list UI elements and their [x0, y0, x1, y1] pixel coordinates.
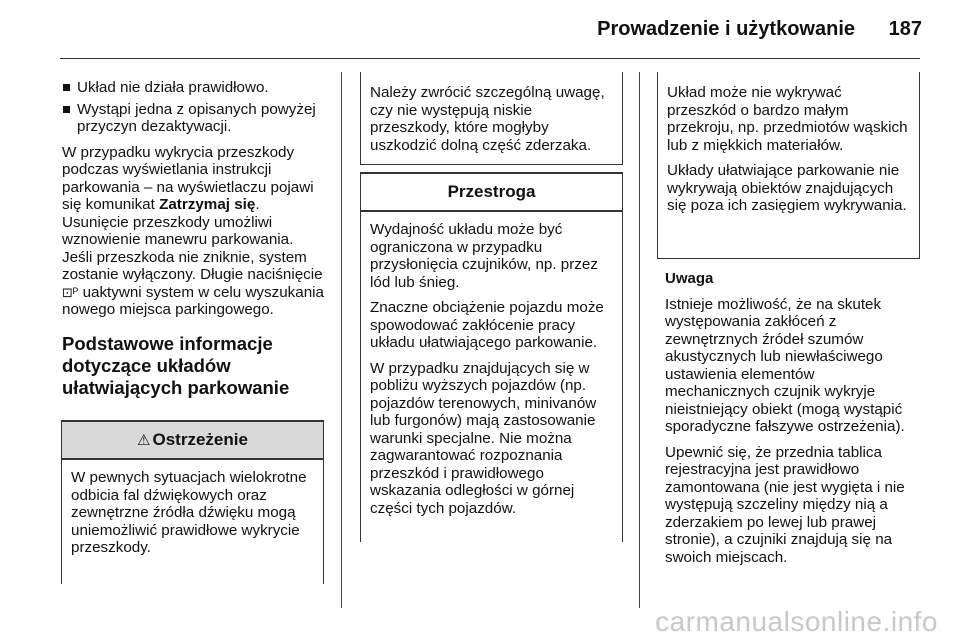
list-item: Układ nie działa prawidłowo.: [62, 79, 328, 97]
paragraph-remove-obstacle: Usunięcie przeszkody umożliwi wznowienie manewru parkowania.: [62, 213, 294, 248]
column-divider-2: [639, 72, 640, 608]
continuation-text: Należy zwrócić szczególną uwagę, czy nie występują niskie przeszkody, które mogłyby uszkodzić dolną część zderzaka.: [370, 84, 605, 154]
caution-title: Przestroga: [361, 174, 622, 212]
caution-box: [360, 172, 623, 542]
caution-paragraph: W przypadku znajdujących się w pobliżu wyższych pojazdów (np. pojazdów terenowych, minivanów lub furgonów) mają zastosowanie warunki specjalne. Nie można zagwarantować rozpoznania przeszkód i prawidłowego wskazania odległości w górnej części tych pojazdów.: [370, 359, 597, 517]
paragraph-stop-message: W przypadku wykrycia przeszkody podczas wyświetlania instrukcji parkowania – na wyświetlaczu pojawi się komunikat Zatrzymaj się.: [62, 143, 314, 213]
info-box: [657, 72, 920, 259]
caution-paragraph: Znaczne obciążenie pojazdu może spowodować zakłócenie pracy układu ułatwiającego parkowanie.: [370, 299, 604, 351]
caution-body: [361, 212, 622, 525]
page-number: 187: [888, 18, 922, 40]
info-paragraph: Układ może nie wykrywać przeszkód o bardzo małym przekroju, np. przedmiotów wąskich lub z miękkich materiałów.: [667, 84, 908, 154]
info-paragraph: Układy ułatwiające parkowanie nie wykrywają obiektów znajdujących się poza ich zasięgiem wykrywania.: [667, 162, 907, 214]
section-heading: Podstawowe informacje dotyczące układów ułatwiających parkowanie: [62, 332, 290, 398]
column-divider-1: [341, 72, 342, 608]
watermark: carmanualsonline.info: [655, 606, 938, 637]
caution-paragraph: Wydajność układu może być ograniczona w przypadku przysłonięcia czujników, np. przez lód lub śnieg.: [370, 221, 598, 291]
note-text: Istnieje możliwość, że na skutek występowania zakłóceń z zewnętrznych źródeł szumów akustycznych lub niewłaściwego ustawienia elementów mechanicznych czujnik wykryje nieistniejący obiekt (mogą wystąpić sporadyczne fałszywe ostrzeżenia).: [665, 295, 905, 435]
warning-title: Ostrzeżenie: [152, 430, 248, 449]
parking-assist-icon: ⊡ᴾ: [62, 284, 79, 300]
header-divider: [60, 58, 920, 59]
bullet-square-icon: [63, 84, 70, 91]
paragraph-license-plate: Upewnić się, że przednia tablica rejestracyjna jest prawidłowo zamontowana (nie jest wygięta i nie występują szczeliny między nią a zderzakiem po lewej lub prawej stronie), a czujniki znajdują się na swoich miejscach.: [665, 443, 905, 566]
note-title: Uwaga: [665, 270, 714, 287]
bullet-square-icon: [63, 106, 70, 113]
stop-message: Zatrzymaj się: [159, 196, 256, 213]
warning-triangle-icon: ⚠: [137, 432, 151, 449]
paragraph-system-off: Jeśli przeszkoda nie zniknie, system zostanie wyłączony. Długie naciśnięcie ⊡ᴾ uaktywni system w celu wyszukania nowego miejsca parkingowego.: [62, 248, 324, 318]
info-box-body: [658, 72, 919, 223]
column-1: [62, 79, 328, 411]
page-title: Prowadzenie i użytkowanie: [597, 18, 855, 40]
warning-text: W pewnych sytuacjach wielokrotne odbicia fal dźwiękowych oraz zewnętrzne źródła dźwięku mogą uniemożliwić prawidłowe wykrycie przeszkody.: [71, 469, 307, 556]
list-item: Wystąpi jedna z opisanych powyżej przyczyn dezaktywacji.: [62, 101, 328, 136]
page-header: [0, 0, 960, 58]
warning-header: [62, 422, 323, 460]
warning-box: [61, 420, 324, 584]
column-3-text: [665, 270, 923, 574]
continuation-box: [360, 72, 623, 165]
